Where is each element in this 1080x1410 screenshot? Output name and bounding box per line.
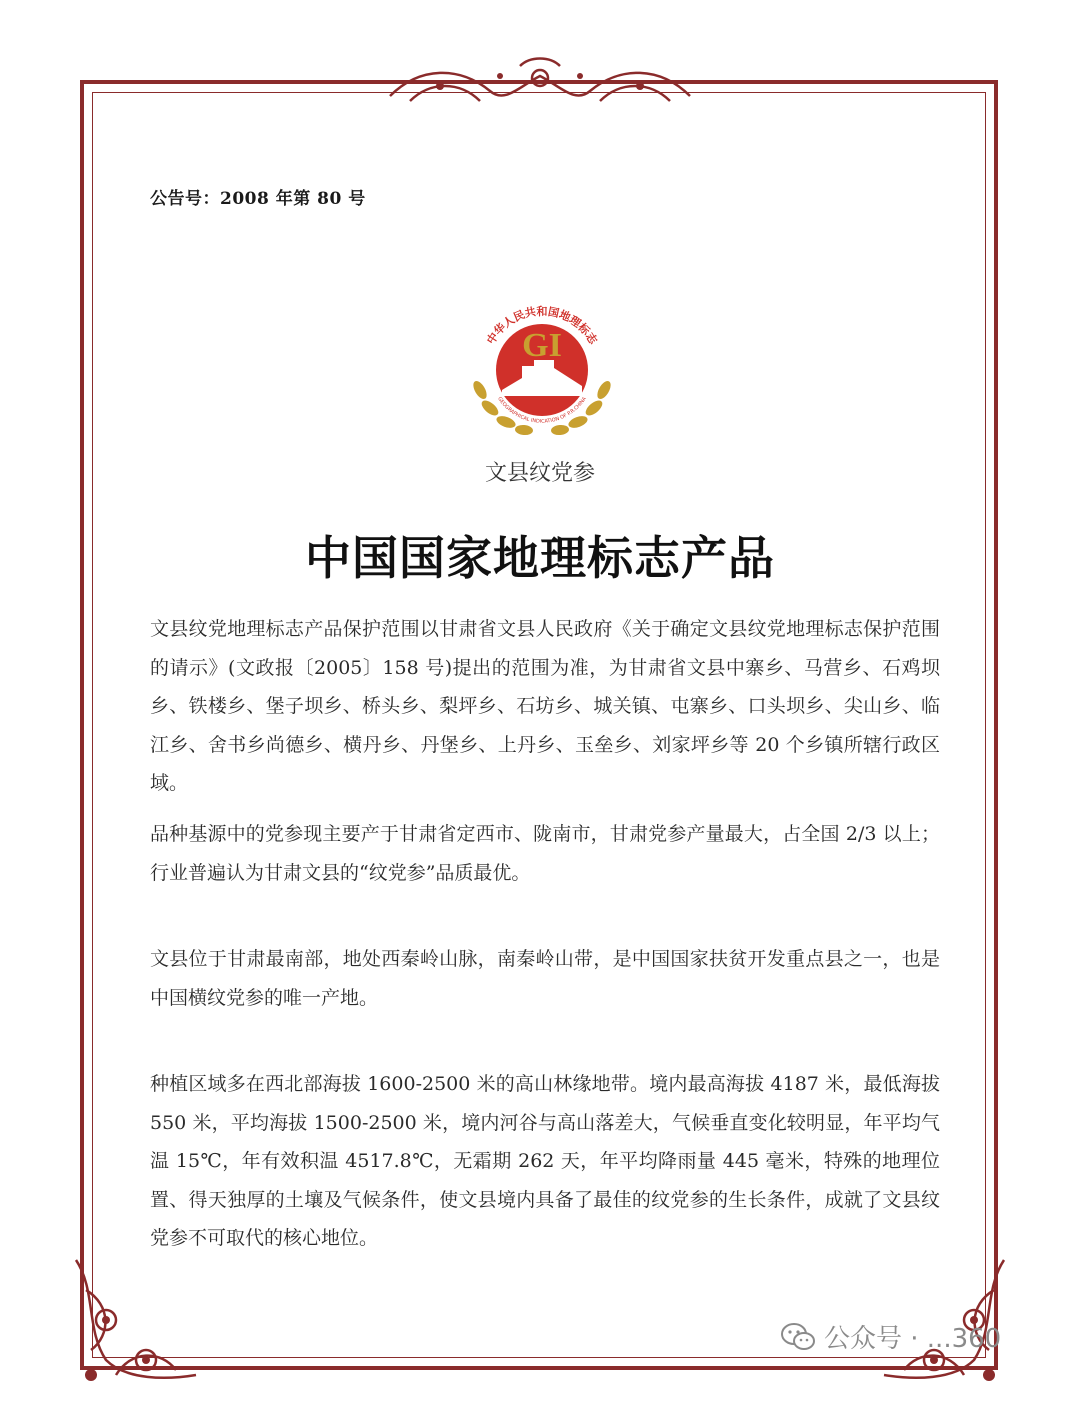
top-ornament-icon — [380, 56, 700, 116]
wechat-icon — [780, 1321, 816, 1353]
paragraph-origin: 品种基源中的党参现主要产于甘肃省定西市、陇南市，甘肃党参产量最大，占全国 2/3 以上；行业普遍认为甘肃文县的“纹党参”品质最优。 — [150, 823, 940, 884]
gi-ring-text: 中华人民共和国地理标志 — [484, 304, 600, 347]
watermark-text: 公众号 · ...360 — [824, 1324, 1002, 1354]
bottom-left-corner-ornament-icon — [66, 1250, 206, 1390]
gi-bottom-text: GEOGRAPHICAL INDICATION OF P.R.CHINA — [496, 396, 588, 425]
watermark — [780, 1318, 1001, 1355]
product-name: 文县纹党参 — [484, 461, 595, 486]
gi-center-text: GI — [522, 327, 562, 364]
paragraph-protection-scope: 文县纹党地理标志产品保护范围以甘肃省文县人民政府《关于确定文县纹党地理标志保护范围的请示》(文政报〔2005〕158 号)提出的范围为准，为甘肃省文县中寨乡、马营乡、石鸡坝乡、铁楼乡、堡子坝乡、桥头乡、梨坪乡、石坊乡、城关镇、屯寨乡、口头坝乡、尖山乡、临江乡、舍书乡尚德乡、横丹乡、丹堡乡、上丹乡、玉垒乡、刘家坪乡等 20 个乡镇所辖行政区域。 — [150, 618, 940, 794]
paragraph-location: 文县位于甘肃最南部，地处西秦岭山脉，南秦岭山带，是中国国家扶贫开发重点县之一，也是中国横纹党参的唯一产地。 — [150, 948, 940, 1009]
gi-emblem-icon — [462, 290, 622, 450]
page-title: 中国国家地理标志产品 — [305, 531, 775, 585]
announcement-number: 公告号：2008 年第 80 号 — [150, 189, 366, 209]
paragraph-growing-conditions: 种植区域多在西北部海拔 1600-2500 米的高山林缘地带。境内最高海拔 4187 米，最低海拔 550 米，平均海拔 1500-2500 米，境内河谷与高山落差大，气候垂直变化较明显，年平均气温 15℃，年有效积温 4517.8℃，无霜期 262 天，年平均降雨量 445 毫米，特殊的地理位置、得天独厚的土壤及气候条件，使文县境内具备了最佳的纹党参的生长条件，成就了文县纹党参不可取代的核心地位。 — [150, 1073, 940, 1249]
